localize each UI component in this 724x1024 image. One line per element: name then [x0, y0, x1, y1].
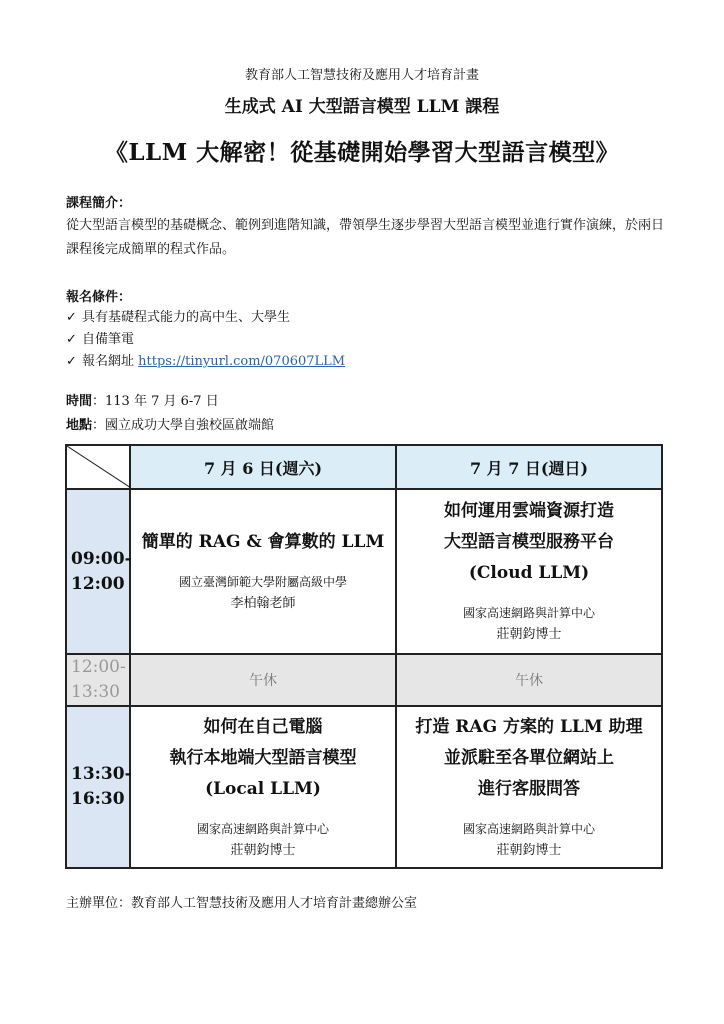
day1-header: 7 月 6 日(週六) — [130, 445, 396, 489]
session-day1-morning: 簡單的 RAG & 會算數的 LLM 國立臺灣師範大學附屬高級中學 李柏翰老師 — [130, 489, 396, 654]
requirements-label: 報名條件： — [66, 290, 132, 305]
requirement-item-signup: ✓ 報名網址 https://tinyurl.com/070607LLM — [66, 354, 346, 369]
course-title: 《LLM 大解密！從基礎開始學習大型語言模型》 — [104, 139, 620, 166]
requirement-item: ✓ 具有基礎程式能力的高中生、大學生 — [66, 310, 291, 325]
check-icon: ✓ — [66, 354, 77, 369]
schedule-table — [65, 444, 663, 869]
lunch-time: 12:00- 13:30 — [66, 654, 130, 706]
lunch-break-day1: 午休 — [130, 654, 396, 706]
session-day2-afternoon: 打造 RAG 方案的 LLM 助理 並派駐至各單位網站上 進行客服問答 國家高速網路與計算中心 莊朝鈞博士 — [396, 706, 662, 868]
intro-text: 從大型語言模型的基礎概念、範例到進階知識，帶領學生逐步學習大型語言模型並進行實作演練，於兩日課程後完成簡單的程式作品。 — [66, 218, 665, 257]
signup-link[interactable]: https://tinyurl.com/070607LLM — [138, 354, 346, 369]
morning-time: 09:00- 12:00 — [66, 489, 130, 654]
event-time: 時間：113 年 7 月 6-7 日 — [66, 394, 219, 409]
afternoon-time: 13:30- 16:30 — [66, 706, 130, 868]
event-location: 地點：國立成功大學自強校區啟端館 — [66, 418, 275, 433]
intro-label: 課程簡介： — [66, 196, 132, 211]
check-icon: ✓ — [66, 310, 77, 325]
corner-cell — [66, 445, 130, 489]
program-name: 教育部人工智慧技術及應用人才培育計畫 — [244, 68, 479, 83]
lunch-break-day2: 午休 — [396, 654, 662, 706]
session-day1-afternoon: 如何在自己電腦 執行本地端大型語言模型 (Local LLM) 國家高速網路與計算中心 莊朝鈞博士 — [130, 706, 396, 868]
diagonal-divider — [67, 446, 131, 488]
session-day2-morning: 如何運用雲端資源打造 大型語言模型服務平台 (Cloud LLM) 國家高速網路與計算中心 莊朝鈞博士 — [396, 489, 662, 654]
organizer-footer: 主辦單位：教育部人工智慧技術及應用人才培育計畫總辦公室 — [66, 896, 418, 911]
course-series: 生成式 AI 大型語言模型 LLM 課程 — [224, 97, 500, 117]
day2-header: 7 月 7 日(週日) — [396, 445, 662, 489]
requirement-item: ✓ 自備筆電 — [66, 332, 135, 347]
check-icon: ✓ — [66, 332, 77, 347]
